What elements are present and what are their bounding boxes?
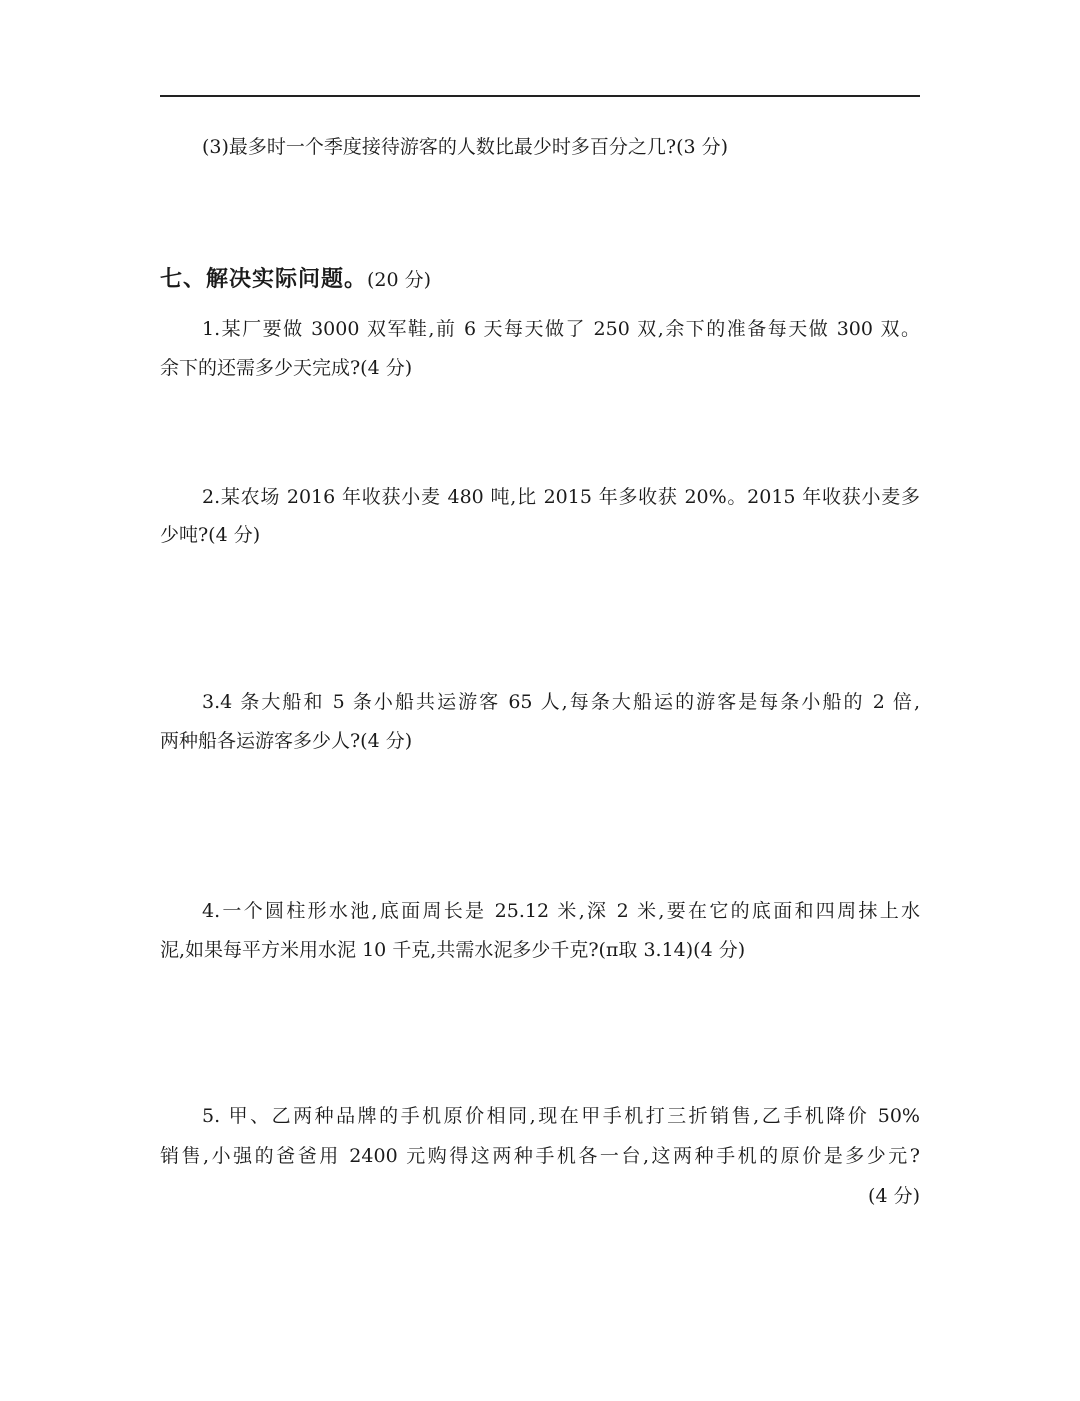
- problem-5-points: (4 分): [868, 1185, 920, 1207]
- problem-4-line-1: 4.一个圆柱形水池,底面周长是 25.12 米,深 2 米,要在它的底面和四周抹上水: [202, 900, 920, 922]
- problem-3-line-1: 3.4 条大船和 5 条小船共运游客 65 人,每条大船运的游客是每条小船的 2 倍,: [202, 691, 920, 713]
- problem-3-line-2: 两种船各运游客多少人?(4 分): [160, 730, 413, 752]
- problem-2-line-2: 少吨?(4 分): [160, 524, 261, 546]
- problem-5-line-1: 5. 甲、乙两种品牌的手机原价相同,现在甲手机打三折销售,乙手机降价 50%: [202, 1105, 920, 1127]
- problem-2-line-1: 2.某农场 2016 年收获小麦 480 吨,比 2015 年多收获 20%。2015 年收获小麦多: [202, 486, 920, 508]
- problem-1-line-1: 1.某厂要做 3000 双军鞋,前 6 天每天做了 250 双,余下的准备每天做 300 双。: [202, 318, 920, 340]
- problem-5-line-2: 销售,小强的爸爸用 2400 元购得这两种手机各一台,这两种手机的原价是多少元?: [160, 1145, 920, 1167]
- section-heading: [160, 266, 431, 294]
- problem-4-line-2: 泥,如果每平方米用水泥 10 千克,共需水泥多少千克?(π取 3.14)(4 分): [160, 939, 746, 961]
- section-points: (20 分): [367, 269, 432, 291]
- problem-1-line-2: 余下的还需多少天完成?(4 分): [160, 357, 413, 379]
- sub-question-3: (3)最多时一个季度接待游客的人数比最少时多百分之几?(3 分): [202, 136, 729, 158]
- section-title: 七、解决实际问题。: [160, 267, 368, 292]
- header-rule: [160, 95, 920, 97]
